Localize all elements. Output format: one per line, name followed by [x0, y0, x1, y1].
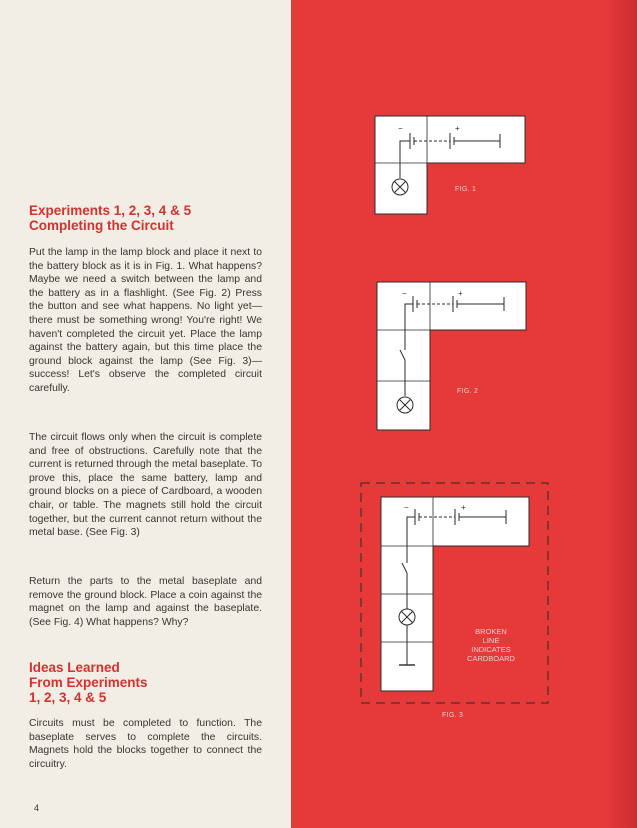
fig2-minus: − [402, 289, 407, 298]
fig2-label: FIG. 2 [457, 388, 479, 395]
section1-paragraph-3: Return the parts to the metal baseplate and remove the ground block. Place a coin against the magnet on the lamp and against the baseplate. (See Fig. 4) What happens? Why? [29, 576, 262, 628]
cardboard-note [467, 627, 516, 663]
fig3-label: FIG. 3 [442, 712, 464, 719]
note-line-4: CARDBOARD [467, 654, 515, 663]
fig1-minus: − [398, 124, 403, 133]
section1-title-line2: Completing the Circuit [29, 218, 174, 233]
fig3-diagram [361, 483, 548, 719]
section2-paragraph-1: Circuits must be completed to function. The baseplate serves to complete the circuits. Magnets hold the blocks together to connect the circuitry. [29, 718, 262, 770]
fig1-label: FIG. 1 [455, 186, 477, 193]
fig1-diagram [375, 116, 525, 214]
fig3-minus: − [404, 503, 409, 512]
fig2-diagram [377, 282, 526, 430]
section2-title-line3: 1, 2, 3, 4 & 5 [29, 690, 107, 705]
page-number: 4 [34, 803, 40, 813]
section1-paragraph-1: Put the lamp in the lamp block and place it next to the battery block as it is in Fig. 1. What happens? Maybe we need a switch between the lamp and the battery as in a flashlight. (See Fig. 2) Press the button and see what happens. No light yet—there must be something wrong! You're right! We haven't completed the circuit yet. Place the lamp against the battery again, but this time place the ground block against the lamp (See Fig. 3)—success! Let's observe the completed circuit carefully. [29, 247, 262, 394]
fig1-plus: + [455, 124, 460, 133]
note-line-3: INDICATES [471, 645, 511, 654]
section2-title-line1: Ideas Learned [29, 660, 120, 675]
note-line-1: BROKEN [475, 627, 507, 636]
section2-title-line2: From Experiments [29, 675, 148, 690]
fig3-plus: + [461, 503, 466, 512]
note-line-2: LINE [482, 636, 500, 645]
section1-paragraph-2: The circuit flows only when the circuit is complete and free of obstructions. Carefully note that the current is returned through the metal baseplate. To prove this, place the same battery, lamp and ground blocks on a piece of Cardboard, a wooden chair, or table. The magnets still hold the circuit together, but the current cannot return without the metal base. (See Fig. 3) [29, 432, 262, 539]
fig2-plus: + [458, 289, 463, 298]
section1-title-line1: Experiments 1, 2, 3, 4 & 5 [29, 203, 192, 218]
